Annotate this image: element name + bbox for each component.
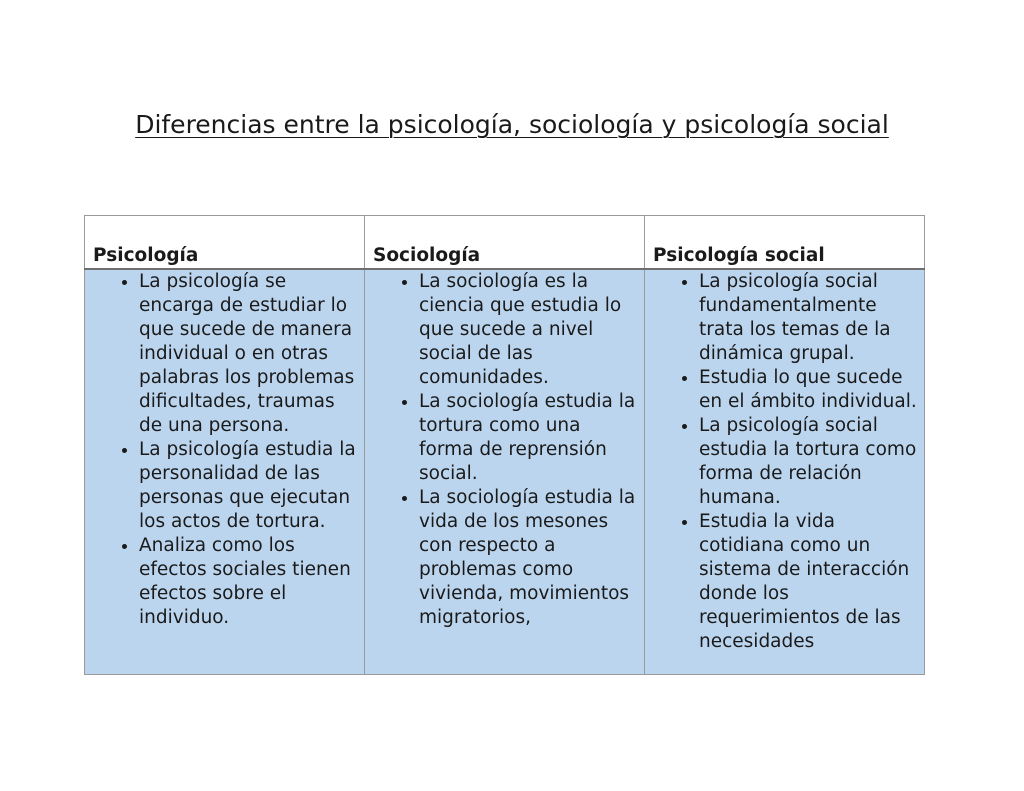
sociologia-list <box>365 270 644 630</box>
header-sociologia: Sociología <box>365 216 645 270</box>
cell-sociologia <box>365 269 645 675</box>
list-item: • La sociología estudia la vida de los mesones con respecto a problemas como vivienda, movimientos migratorios, <box>419 486 638 630</box>
list-item: • Estudia lo que sucede en el ámbito individual. <box>699 366 918 414</box>
header-psicologia: Psicología <box>85 216 365 270</box>
list-item: • La sociología es la ciencia que estudia lo que sucede a nivel social de las comunidades. <box>419 270 638 390</box>
document-title: Diferencias entre la psicología, sociología y psicología social <box>135 110 889 139</box>
table-header-row <box>85 216 925 270</box>
list-item: • Estudia la vida cotidiana como un sistema de interacción donde los requerimientos de las necesidades <box>699 510 918 654</box>
cell-psicologia <box>85 269 365 675</box>
table-body-row <box>85 269 925 675</box>
psicologia-social-list <box>645 270 924 654</box>
cell-psicologia-social <box>645 269 925 675</box>
list-item: • La sociología estudia la tortura como una forma de reprensión social. <box>419 390 638 486</box>
list-item: • La psicología social fundamentalmente trata los temas de la dinámica grupal. <box>699 270 918 366</box>
header-psicologia-social: Psicología social <box>645 216 925 270</box>
list-item: • La psicología se encarga de estudiar lo que sucede de manera individual o en otras palabras los problemas dificultades, traumas de una persona. <box>139 270 358 438</box>
list-item: • La psicología estudia la personalidad de las personas que ejecutan los actos de tortura. <box>139 438 358 534</box>
psicologia-list <box>85 270 364 630</box>
list-item: • Analiza como los efectos sociales tienen efectos sobre el individuo. <box>139 534 358 630</box>
list-item: • La psicología social estudia la tortura como forma de relación humana. <box>699 414 918 510</box>
comparison-table <box>84 215 925 675</box>
